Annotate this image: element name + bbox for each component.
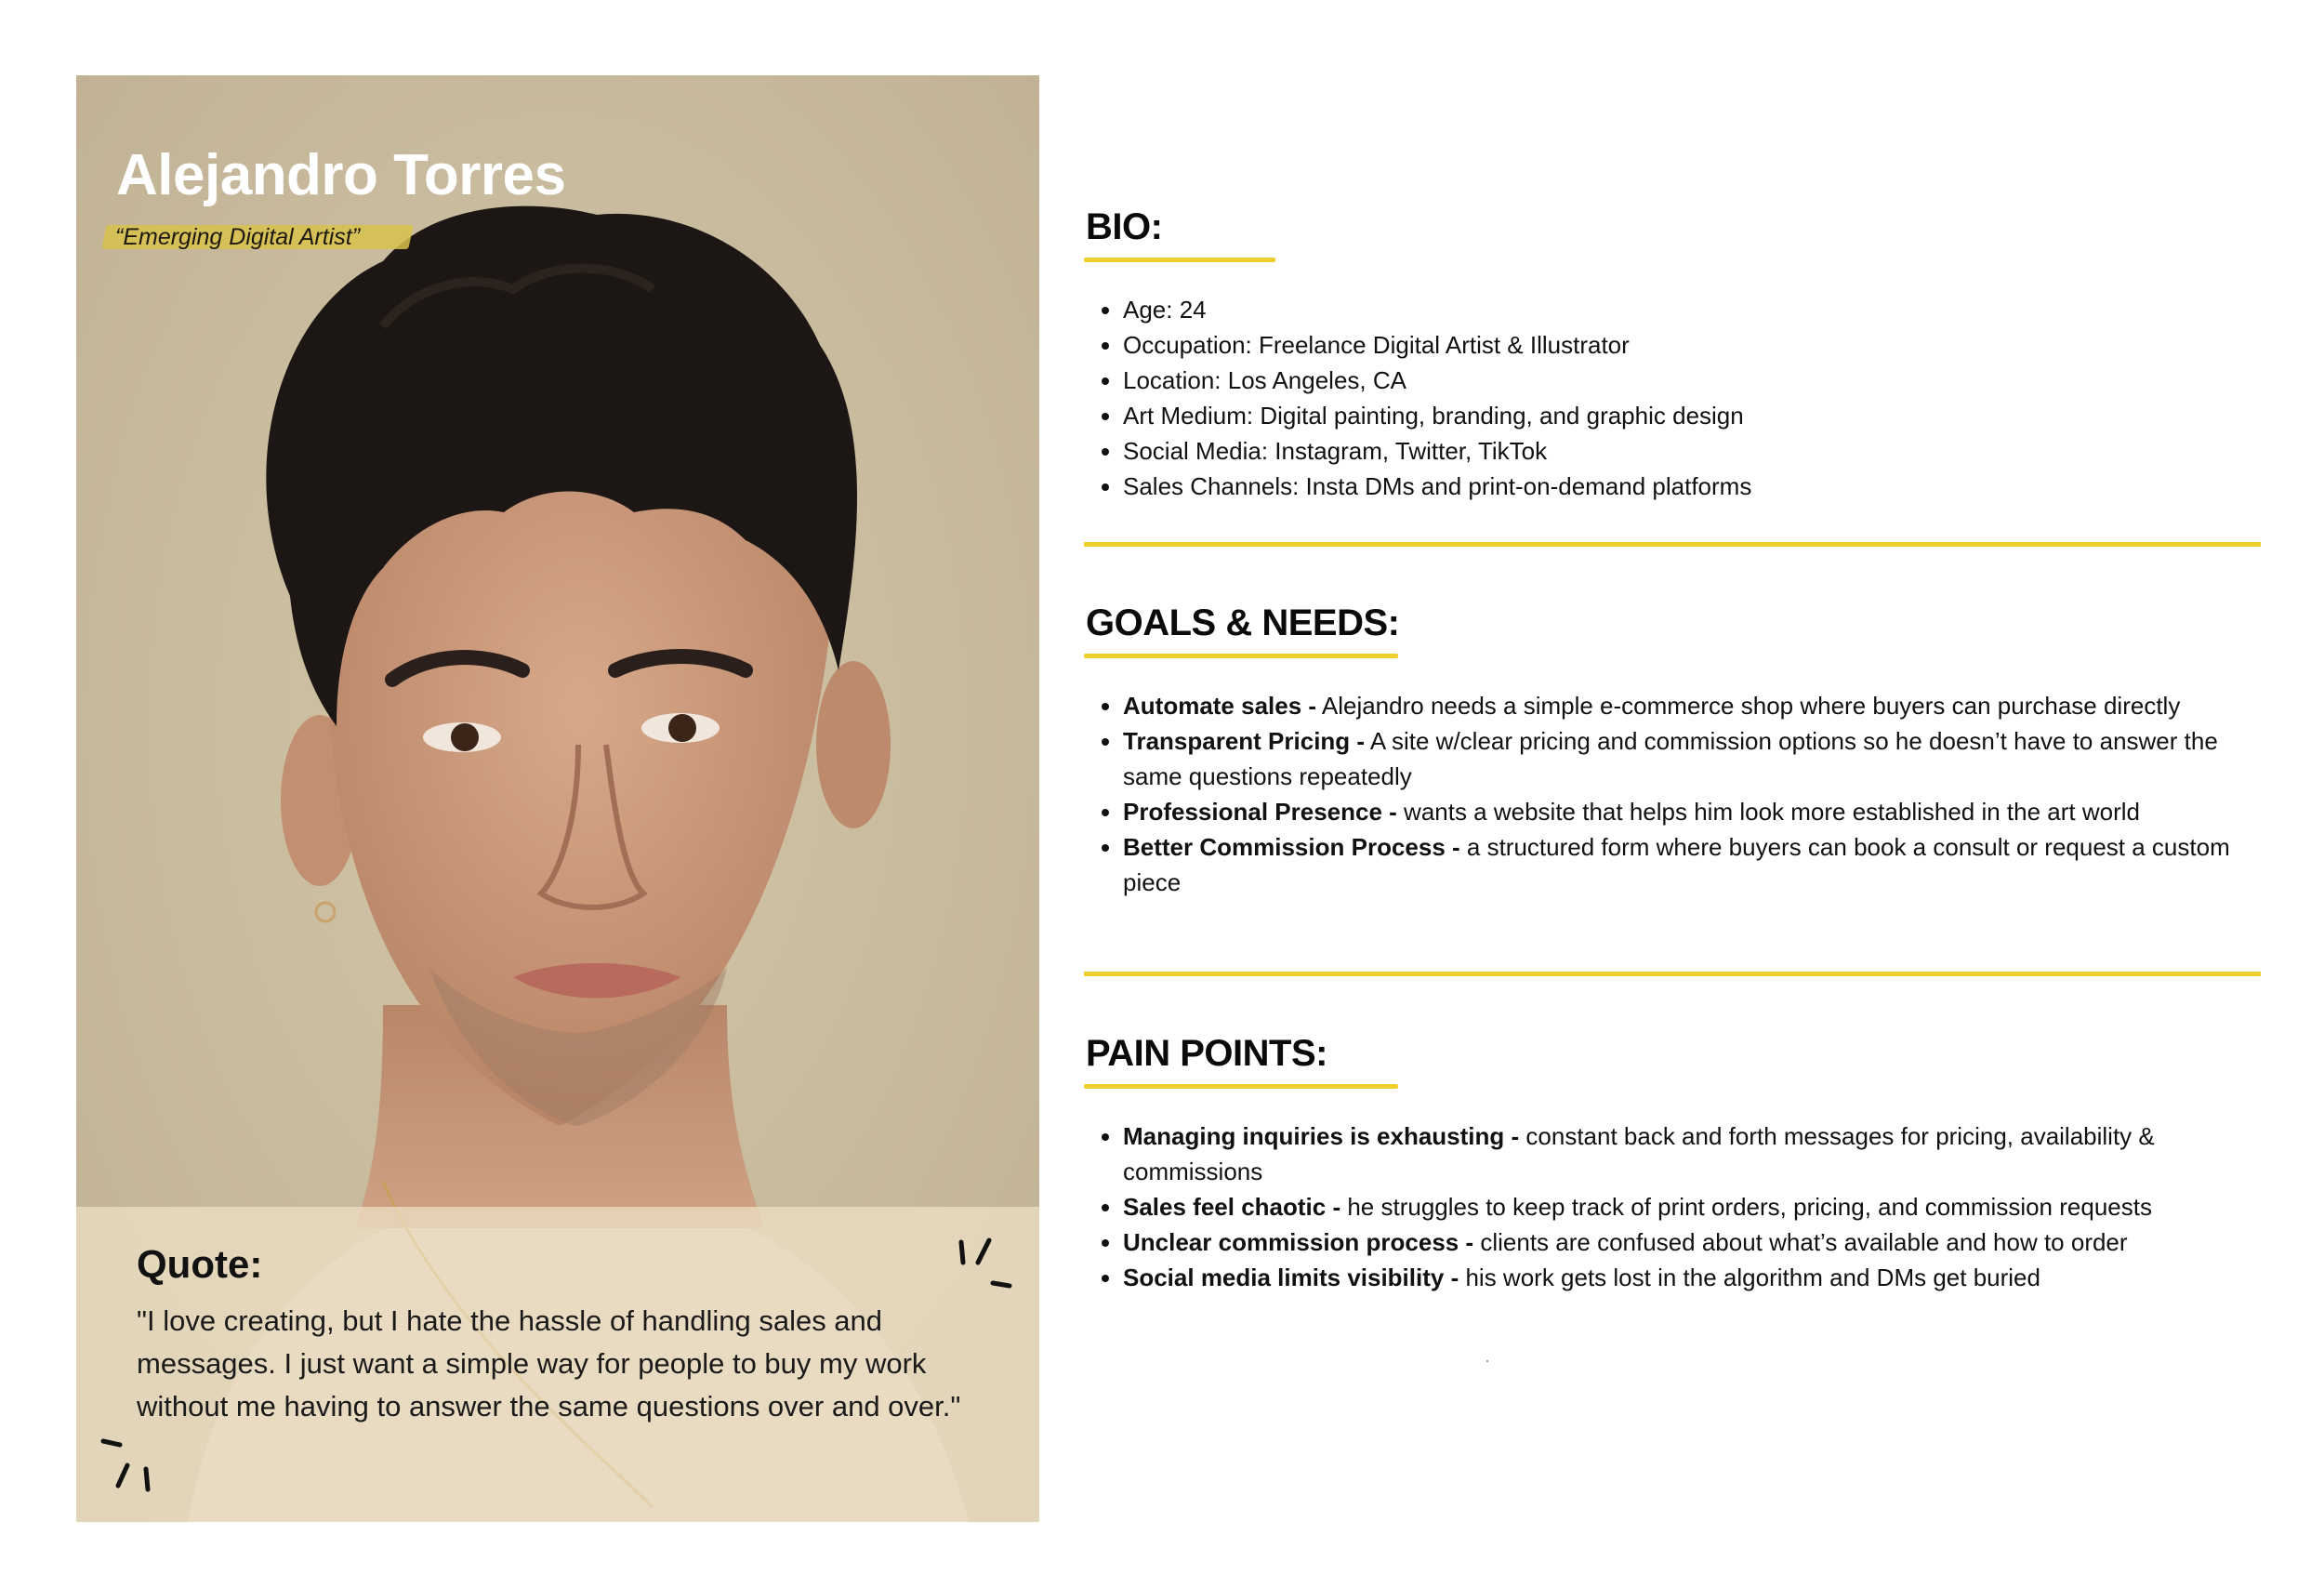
goal-text: Alejandro needs a simple e-commerce shop where buyers can purchase directly — [1316, 692, 2181, 720]
pain-point-label: Sales feel chaotic - — [1123, 1193, 1341, 1221]
stray-dot — [1486, 1360, 1488, 1362]
list-item — [1123, 1224, 2238, 1260]
quote-title: Quote: — [137, 1242, 263, 1286]
pain-point-label: Unclear commission process - — [1123, 1228, 1474, 1256]
sparkle-accent-icon — [99, 1430, 174, 1504]
pain-points-list — [1086, 1118, 2238, 1295]
persona-tagline-badge — [104, 222, 411, 250]
list-item — [1123, 1118, 2238, 1189]
bio-heading-underline — [1084, 258, 1275, 262]
list-item: • Sales Channels: Insta DMs and print-on-demand platforms — [1123, 469, 1751, 504]
list-item: • Age: 24 — [1123, 292, 1751, 327]
quote-panel — [76, 1207, 1039, 1522]
pain-points-section — [1086, 1033, 2261, 1312]
pain-point-text: he struggles to keep track of print orders, pricing, and commission requests — [1340, 1193, 2152, 1221]
list-item: • Art Medium: Digital painting, branding, and graphic design — [1123, 398, 1751, 433]
list-item — [1123, 794, 2257, 829]
bio-section — [1086, 206, 2261, 504]
pain-point-label: Managing inquiries is exhausting - — [1123, 1122, 1520, 1150]
goals-list — [1086, 688, 2257, 900]
goal-text: A site w/clear pricing and commission options so he doesn’t have to answer the same questions repeatedly — [1123, 727, 2218, 790]
pain-point-label: Social media limits visibility - — [1123, 1264, 1459, 1291]
persona-name: Alejandro Torres — [116, 143, 566, 207]
quote-text: "I love creating, but I hate the hassle of handling sales and messages. I just want a simple way for people to buy my work without me having to answer the same questions over and over." — [137, 1304, 961, 1423]
pain-point-text: clients are confused about what’s available and how to order — [1473, 1228, 2128, 1256]
goals-heading: GOALS & NEEDS: — [1086, 602, 1400, 643]
persona-tagline: “Emerging Digital Artist” — [115, 224, 361, 250]
goal-label: Professional Presence - — [1123, 798, 1397, 826]
pain-points-heading: PAIN POINTS: — [1086, 1033, 1327, 1074]
goal-label: Transparent Pricing - — [1123, 727, 1366, 755]
goal-text: wants a website that helps him look more established in the art world — [1396, 798, 2140, 826]
pain-points-heading-underline — [1084, 1084, 1398, 1089]
pain-point-text: his work gets lost in the algorithm and DMs get buried — [1459, 1264, 2040, 1291]
goals-heading-underline — [1084, 654, 1398, 658]
goals-section — [1086, 602, 2261, 919]
section-divider — [1084, 972, 2261, 976]
list-item — [1123, 688, 2257, 723]
pain-point-text: constant back and forth messages for pricing, availability & commissions — [1123, 1122, 2155, 1185]
bio-list — [1086, 292, 1751, 504]
list-item — [1123, 829, 2257, 900]
section-divider — [1084, 542, 2261, 547]
persona-photo-card — [76, 75, 1039, 1522]
goal-label: Better Commission Process - — [1123, 833, 1460, 861]
sparkle-accent-icon — [950, 1235, 1024, 1300]
list-item — [1123, 1189, 2238, 1224]
list-item: • Occupation: Freelance Digital Artist & Illustrator — [1123, 327, 1751, 363]
list-item: • Social Media: Instagram, Twitter, TikTok — [1123, 433, 1751, 469]
goal-text: a structured form where buyers can book a consult or request a custom piece — [1123, 833, 2230, 896]
list-item: • Location: Los Angeles, CA — [1123, 363, 1751, 398]
bio-heading: BIO: — [1086, 206, 1163, 247]
list-item — [1123, 1260, 2238, 1295]
list-item — [1123, 723, 2257, 794]
goal-label: Automate sales - — [1123, 692, 1317, 720]
